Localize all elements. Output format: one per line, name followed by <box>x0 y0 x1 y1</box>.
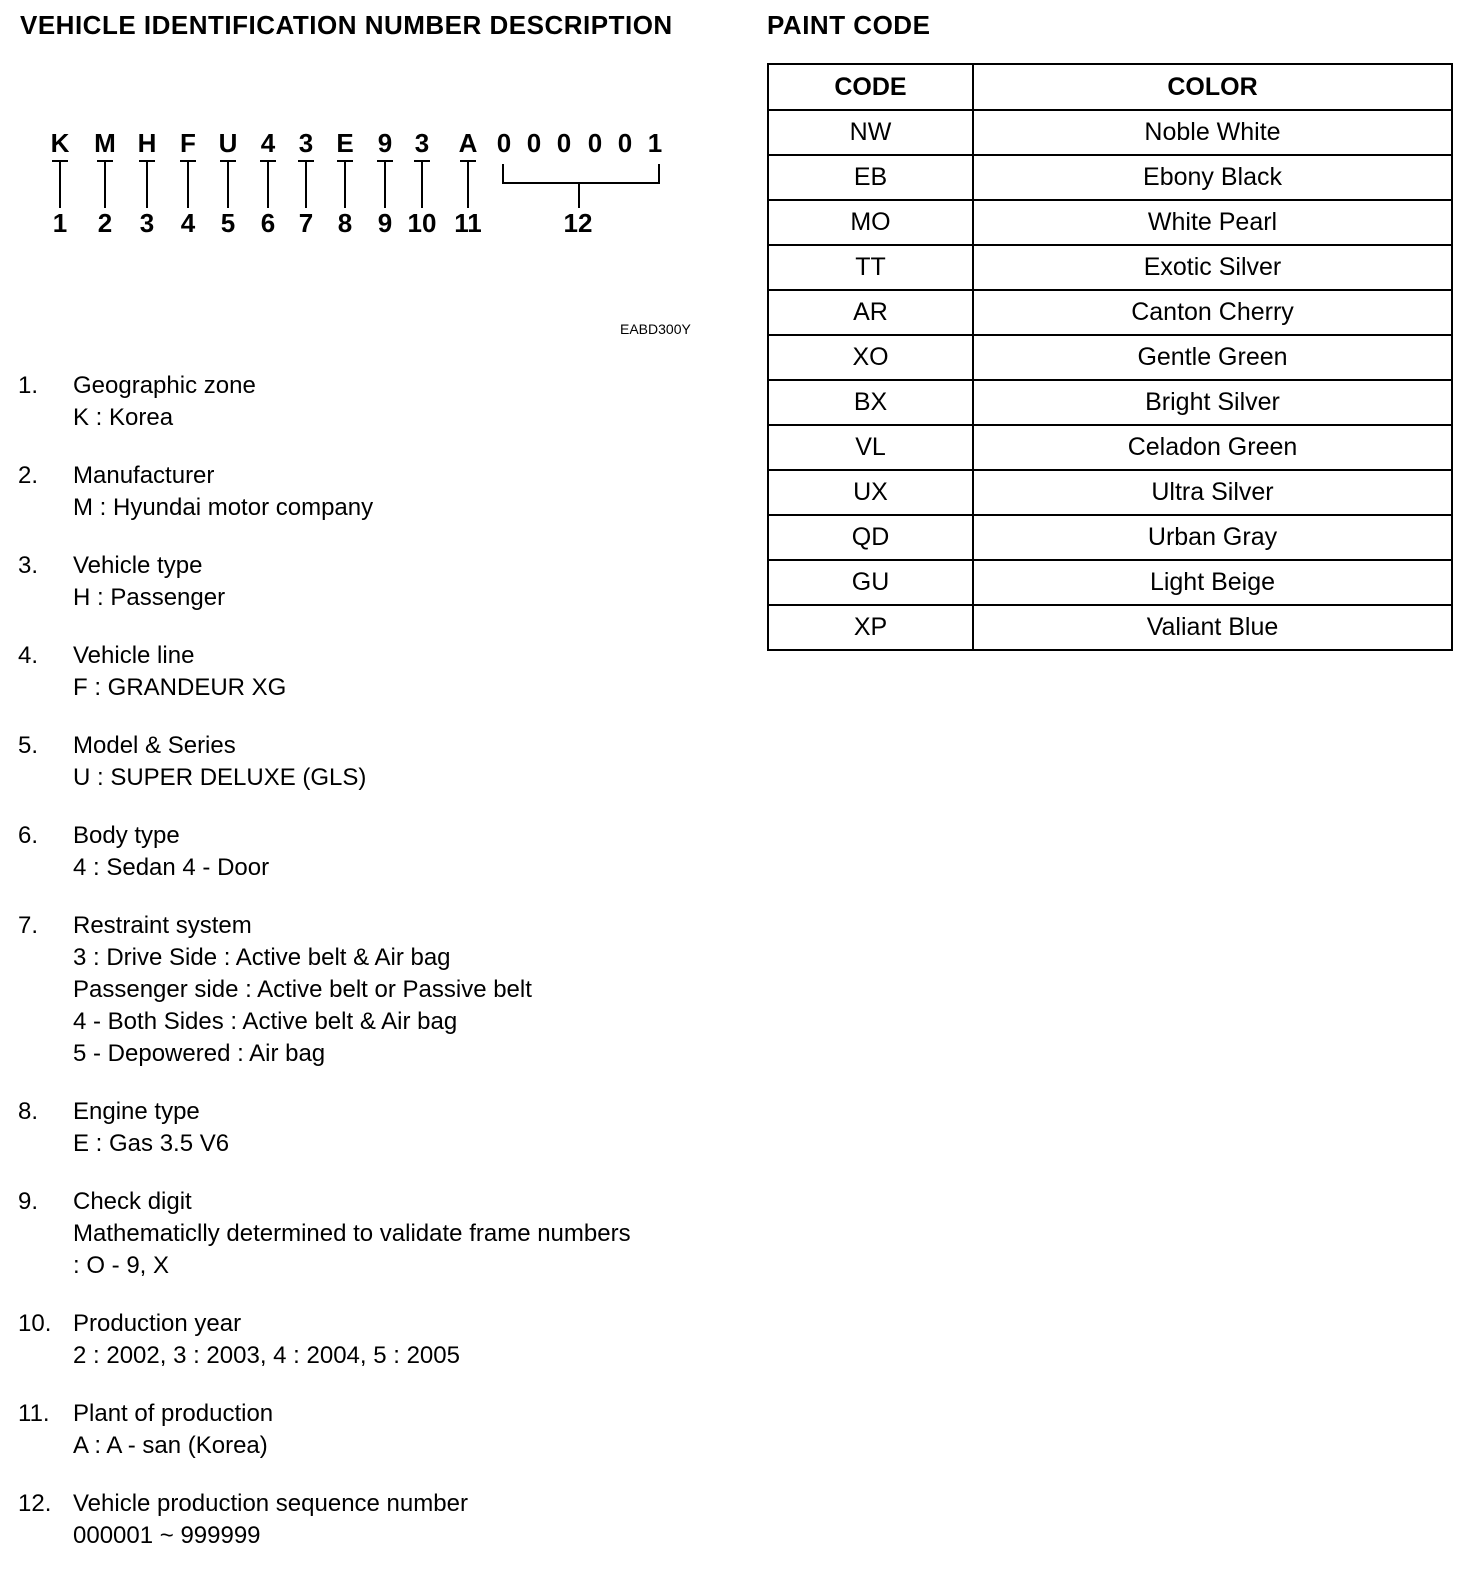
vin-position-number: 5 <box>220 208 236 238</box>
color-name-cell: Gentle Green <box>973 335 1452 380</box>
paint-code-cell: VL <box>768 425 973 470</box>
code-column-header: CODE <box>768 64 973 110</box>
color-name-cell: White Pearl <box>973 200 1452 245</box>
vin-tick-line <box>384 160 386 208</box>
table-row <box>768 155 1452 200</box>
vin-sequence-digit: 0 <box>587 128 603 158</box>
vin-sequence-digit: 0 <box>556 128 572 158</box>
sequence-bracket-stem <box>578 184 580 208</box>
vin-character: 3 <box>298 128 314 158</box>
item-body <box>73 1488 728 1552</box>
paint-code-table <box>767 63 1453 651</box>
list-item <box>18 640 728 704</box>
vin-position-number: 9 <box>377 208 393 238</box>
item-detail: 5 - Depowered : Air bag <box>73 1040 326 1067</box>
item-detail: U : SUPER DELUXE (GLS) <box>73 764 367 791</box>
paint-code-cell: UX <box>768 470 973 515</box>
table-row <box>768 560 1452 605</box>
item-number: 3. <box>18 552 39 579</box>
paint-code-cell: MO <box>768 200 973 245</box>
vin-tick-line <box>421 160 423 208</box>
item-title: Restraint system <box>73 912 252 939</box>
item-title: Check digit <box>73 1188 192 1215</box>
paint-code-cell: QD <box>768 515 973 560</box>
vin-tick-line <box>305 160 307 208</box>
vin-position-number: 10 <box>407 208 437 238</box>
list-item <box>18 1488 728 1552</box>
vin-tick-line <box>104 160 106 208</box>
list-item <box>18 730 728 794</box>
vin-position-number: 12 <box>563 208 593 238</box>
item-detail: 000001 ~ 999999 <box>73 1522 261 1549</box>
vin-sequence-digit: 0 <box>496 128 512 158</box>
item-body <box>73 370 728 434</box>
paint-code-cell: EB <box>768 155 973 200</box>
table-row <box>768 110 1452 155</box>
paint-code-title: PAINT CODE <box>767 10 931 40</box>
color-name-cell: Canton Cherry <box>973 290 1452 335</box>
color-column-header: COLOR <box>973 64 1452 110</box>
list-item <box>18 910 728 1070</box>
paint-code-cell: GU <box>768 560 973 605</box>
paint-code-cell: AR <box>768 290 973 335</box>
item-number: 8. <box>18 1098 39 1125</box>
item-body <box>73 1308 728 1372</box>
item-number: 9. <box>18 1188 39 1215</box>
vin-tick-line <box>227 160 229 208</box>
vin-character: U <box>218 128 238 158</box>
item-body <box>73 640 728 704</box>
paint-code-cell: XP <box>768 605 973 650</box>
list-item <box>18 820 728 884</box>
color-name-cell: Noble White <box>973 110 1452 155</box>
item-body <box>73 820 728 884</box>
item-title: Vehicle line <box>73 642 195 669</box>
vin-tick-line <box>187 160 189 208</box>
list-item <box>18 370 728 434</box>
list-item <box>18 1308 728 1372</box>
table-header-row <box>768 64 1452 110</box>
item-number: 2. <box>18 462 39 489</box>
paint-code-cell: NW <box>768 110 973 155</box>
vin-character: A <box>458 128 478 158</box>
item-detail: Mathematiclly determined to validate frame numbers <box>73 1220 631 1247</box>
table-row <box>768 470 1452 515</box>
item-title: Manufacturer <box>73 462 215 489</box>
color-name-cell: Light Beige <box>973 560 1452 605</box>
vin-character: 9 <box>377 128 393 158</box>
table-row <box>768 335 1452 380</box>
item-detail: Passenger side : Active belt or Passive belt <box>73 976 532 1003</box>
vin-character: 3 <box>414 128 430 158</box>
item-body <box>73 1186 728 1282</box>
item-detail: A : A - san (Korea) <box>73 1432 268 1459</box>
item-body <box>73 550 728 614</box>
item-title: Engine type <box>73 1098 200 1125</box>
vin-position-number: 6 <box>260 208 276 238</box>
item-detail: H : Passenger <box>73 584 226 611</box>
list-item <box>18 1398 728 1462</box>
list-item <box>18 550 728 614</box>
table-row <box>768 515 1452 560</box>
item-number: 10. <box>18 1310 52 1337</box>
color-name-cell: Exotic Silver <box>973 245 1452 290</box>
vin-character: M <box>94 128 116 158</box>
table-row <box>768 605 1452 650</box>
vin-description-list <box>18 370 728 1578</box>
vin-tick-line <box>467 160 469 208</box>
table-row <box>768 245 1452 290</box>
vin-position-number: 4 <box>180 208 196 238</box>
item-detail: E : Gas 3.5 V6 <box>73 1130 230 1157</box>
color-name-cell: Urban Gray <box>973 515 1452 560</box>
item-title: Model & Series <box>73 732 236 759</box>
vin-position-number: 11 <box>454 208 482 238</box>
item-number: 12. <box>18 1490 52 1517</box>
vin-character: E <box>336 128 354 158</box>
item-detail: 4 - Both Sides : Active belt & Air bag <box>73 1008 458 1035</box>
vin-tick-line <box>59 160 61 208</box>
vin-character: H <box>137 128 157 158</box>
item-detail: 4 : Sedan 4 - Door <box>73 854 270 881</box>
vin-character: K <box>50 128 70 158</box>
vin-position-number: 3 <box>139 208 155 238</box>
vin-section-title: VEHICLE IDENTIFICATION NUMBER DESCRIPTION <box>20 10 673 40</box>
item-number: 6. <box>18 822 39 849</box>
vin-position-number: 7 <box>298 208 314 238</box>
vin-tick-line <box>267 160 269 208</box>
item-body <box>73 910 728 1070</box>
item-title: Vehicle production sequence number <box>73 1490 468 1517</box>
color-name-cell: Celadon Green <box>973 425 1452 470</box>
item-title: Production year <box>73 1310 242 1337</box>
list-item <box>18 1096 728 1160</box>
paint-code-cell: TT <box>768 245 973 290</box>
item-number: 5. <box>18 732 39 759</box>
item-detail: F : GRANDEUR XG <box>73 674 287 701</box>
vin-tick-line <box>344 160 346 208</box>
vin-diagram <box>0 120 740 260</box>
table-row <box>768 425 1452 470</box>
item-detail: 3 : Drive Side : Active belt & Air bag <box>73 944 451 971</box>
color-name-cell: Ultra Silver <box>973 470 1452 515</box>
item-number: 11. <box>18 1400 50 1427</box>
color-name-cell: Valiant Blue <box>973 605 1452 650</box>
paint-code-cell: XO <box>768 335 973 380</box>
item-detail: K : Korea <box>73 404 174 431</box>
item-detail: M : Hyundai motor company <box>73 494 374 521</box>
list-item <box>18 460 728 524</box>
vin-character: 4 <box>260 128 276 158</box>
item-title: Geographic zone <box>73 372 256 399</box>
color-name-cell: Bright Silver <box>973 380 1452 425</box>
table-row <box>768 200 1452 245</box>
vin-position-number: 2 <box>97 208 113 238</box>
vin-position-number: 1 <box>52 208 68 238</box>
figure-code: EABD300Y <box>620 321 691 337</box>
vin-sequence-digit: 1 <box>647 128 663 158</box>
item-title: Plant of production <box>73 1400 274 1427</box>
color-name-cell: Ebony Black <box>973 155 1452 200</box>
item-number: 4. <box>18 642 39 669</box>
item-body <box>73 1096 728 1160</box>
vin-sequence-digit: 0 <box>617 128 633 158</box>
item-number: 1. <box>18 372 39 399</box>
item-body <box>73 730 728 794</box>
sequence-bracket <box>502 164 660 184</box>
item-detail: 2 : 2002, 3 : 2003, 4 : 2004, 5 : 2005 <box>73 1342 460 1369</box>
vin-position-number: 8 <box>337 208 353 238</box>
table-row <box>768 380 1452 425</box>
list-item <box>18 1186 728 1282</box>
item-body <box>73 1398 728 1462</box>
vin-sequence-digit: 0 <box>526 128 542 158</box>
item-body <box>73 460 728 524</box>
item-title: Body type <box>73 822 180 849</box>
paint-code-cell: BX <box>768 380 973 425</box>
item-detail: : O - 9, X <box>73 1252 170 1279</box>
vin-character: F <box>180 128 196 158</box>
vin-tick-line <box>146 160 148 208</box>
item-number: 7. <box>18 912 39 939</box>
table-row <box>768 290 1452 335</box>
item-title: Vehicle type <box>73 552 203 579</box>
